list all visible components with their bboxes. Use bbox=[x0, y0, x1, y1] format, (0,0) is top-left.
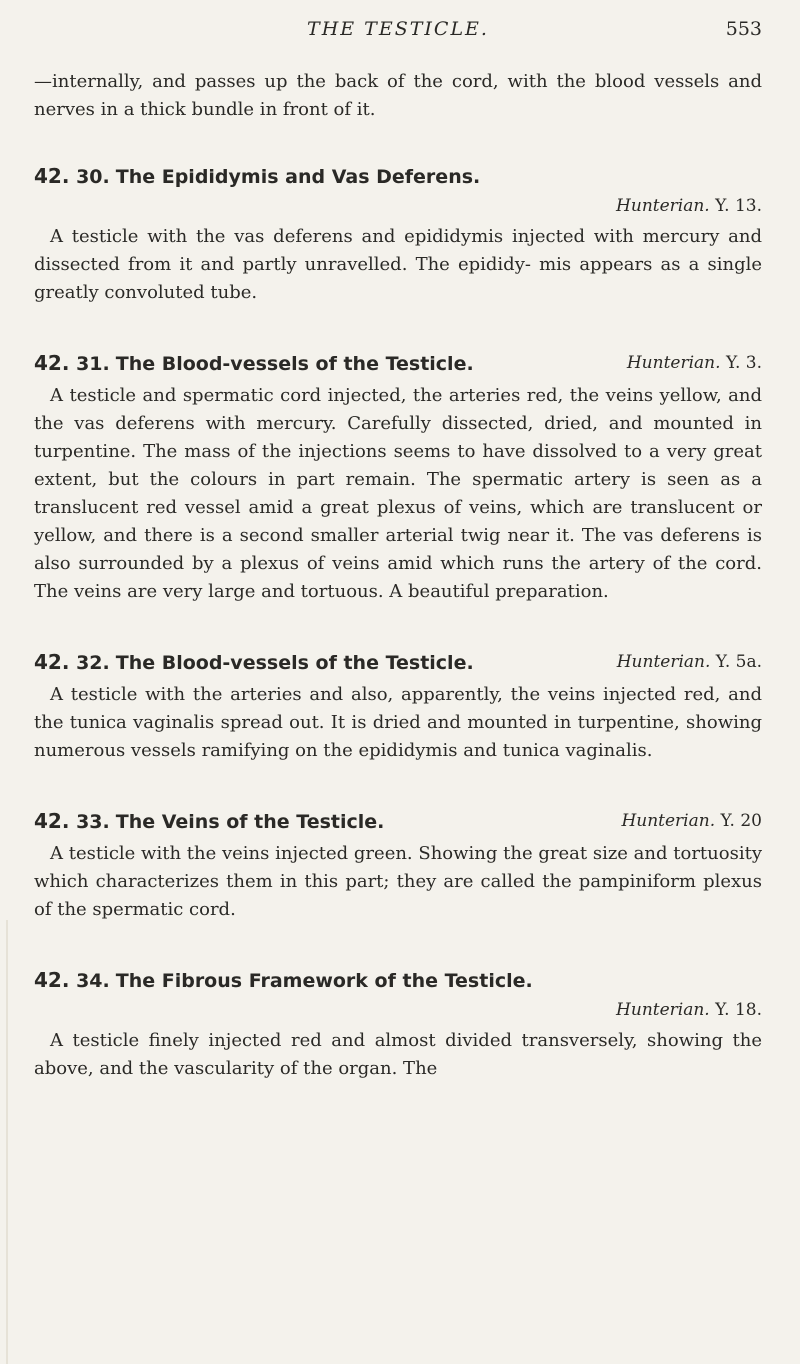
specimen-source bbox=[621, 807, 762, 835]
entry-title: The Epididymis and Vas Deferens. bbox=[115, 166, 481, 188]
running-title: THE TESTICLE. bbox=[307, 18, 489, 40]
running-head bbox=[34, 18, 762, 58]
entry-heading bbox=[34, 648, 762, 677]
collection-name: Hunterian. bbox=[626, 353, 721, 373]
collection-name: Hunterian. bbox=[616, 652, 711, 672]
entry-heading bbox=[34, 162, 762, 191]
catalogue-number: Y. 3. bbox=[725, 353, 762, 373]
entry-title: The Veins of the Testicle. bbox=[115, 811, 385, 833]
entry-description: A testicle with the vas deferens and epididymis injected with mercury and dissected from it and partly unravelled. The epididy- mis appears as a single greatly convoluted tube. bbox=[34, 226, 762, 303]
entry-description: A testicle with the veins injected green. Showing the great size and tortuosity which characterizes them in this part; they are called the pampiniform plexus of the spermatic cord. bbox=[34, 843, 762, 920]
entry-number: 42. 30. bbox=[34, 164, 110, 188]
specimen-source bbox=[627, 349, 762, 377]
book-page bbox=[34, 18, 762, 1083]
specimen-source bbox=[34, 997, 762, 1023]
entry-42-32 bbox=[34, 648, 762, 765]
entry-title: The Blood-vessels of the Testicle. bbox=[115, 652, 474, 674]
page-gutter-shadow bbox=[6, 920, 8, 1364]
entry-description: A testicle finely injected red and almost divided transversely, showing the above, and the vascularity of the organ. The bbox=[34, 1030, 762, 1079]
continued-paragraph: —internally, and passes up the back of the cord, with the blood vessels and nerves in a thick bundle in front of it. bbox=[34, 71, 762, 120]
catalogue-number: Y. 18. bbox=[715, 1000, 762, 1020]
catalogue-number: Y. 20 bbox=[720, 811, 762, 831]
collection-name: Hunterian. bbox=[616, 1000, 710, 1020]
collection-name: Hunterian. bbox=[616, 196, 710, 216]
entry-number: 42. 31. bbox=[34, 351, 110, 375]
entry-description: A testicle and spermatic cord injected, the arteries red, the veins yellow, and the vas deferens with mercury. Carefully dissected, dried, and mounted in turpentine. The mass of the injections seems to have dissolved to a very great extent, but the colours in part remain. The spermatic artery is seen as a translucent red vessel amid a great plexus of veins, which are translucent or yellow, and there is a second smaller arterial twig near it. The vas deferens is also surrounded by a plexus of veins amid which runs the artery of the cord. The veins are very large and tortuous. A beautiful preparation. bbox=[34, 385, 762, 602]
entry-title: The Blood-vessels of the Testicle. bbox=[115, 353, 474, 375]
specimen-source bbox=[617, 648, 762, 676]
entry-42-34 bbox=[34, 966, 762, 1083]
entry-heading bbox=[34, 966, 762, 995]
entry-42-33 bbox=[34, 807, 762, 924]
entry-title: The Fibrous Framework of the Testicle. bbox=[115, 970, 533, 992]
entry-42-30 bbox=[34, 162, 762, 307]
entry-heading bbox=[34, 349, 762, 378]
entry-number: 42. 33. bbox=[34, 809, 110, 833]
catalogue-number: Y. 5a. bbox=[715, 652, 762, 672]
entry-number: 42. 32. bbox=[34, 650, 110, 674]
entry-description: A testicle with the arteries and also, apparently, the veins injected red, and the tunica vaginalis spread out. It is dried and mounted in turpentine, showing numerous vessels ramifying on the epididymis and tunica vaginalis. bbox=[34, 684, 762, 761]
collection-name: Hunterian. bbox=[621, 811, 716, 831]
page-number: 553 bbox=[725, 18, 762, 40]
entry-number: 42. 34. bbox=[34, 968, 110, 992]
specimen-source bbox=[34, 193, 762, 219]
catalogue-number: Y. 13. bbox=[715, 196, 762, 216]
entry-heading bbox=[34, 807, 762, 836]
entry-42-31 bbox=[34, 349, 762, 606]
